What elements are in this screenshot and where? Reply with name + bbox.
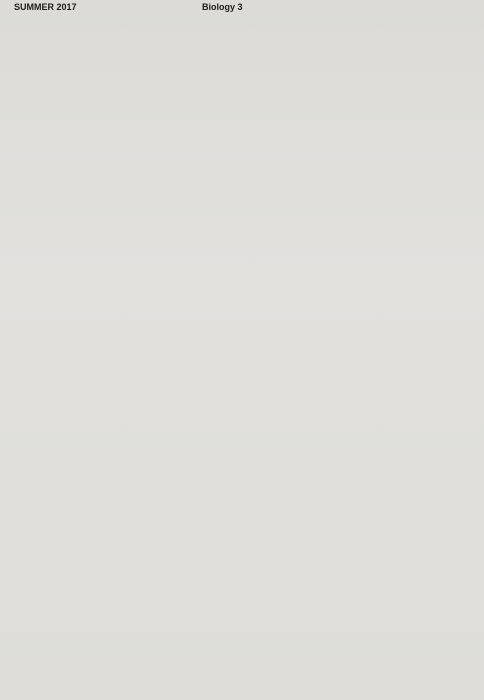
page-header (14, 2, 474, 16)
course-label: Biology 3 (202, 2, 243, 12)
term-label: SUMMER 2017 (14, 2, 77, 12)
